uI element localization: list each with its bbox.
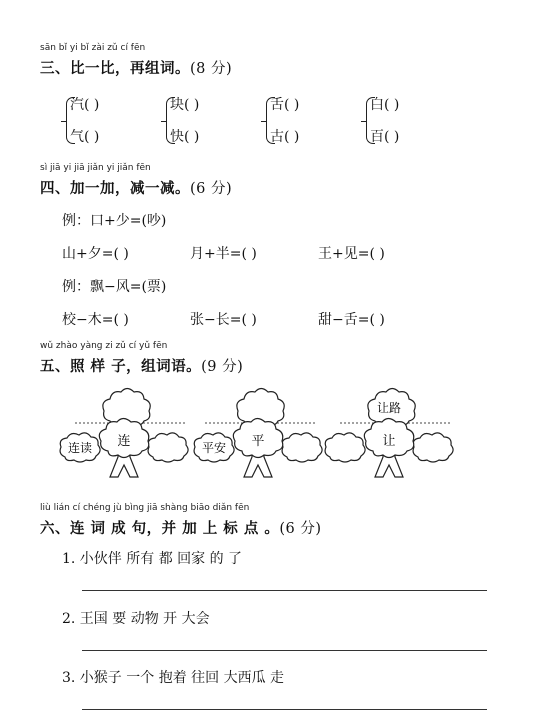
compare-1b[interactable]: 气( ) [70, 129, 100, 145]
section3-title [40, 57, 232, 78]
compare-3a[interactable]: 舌( ) [270, 97, 300, 113]
add-item-1[interactable]: 山+夕=( ) [62, 246, 129, 262]
subtract-item-3[interactable]: 甜−舌=( ) [318, 312, 385, 328]
section4-title [40, 177, 232, 198]
compare-1a[interactable]: 汽( ) [70, 97, 100, 113]
answer-line-2[interactable] [82, 650, 487, 651]
section6-title-text: 六、连 词 成 句，并 加 上 标 点 。 [40, 520, 280, 537]
word-tree-figure [55, 385, 455, 480]
tree-3-center-char: 让 [382, 434, 396, 449]
tree-1-left-word: 连读 [67, 441, 93, 455]
add-item-3[interactable]: 王+见=( ) [318, 246, 385, 262]
compare-4b[interactable]: 百( ) [370, 129, 400, 145]
subtract-item-1[interactable]: 校−木=( ) [62, 312, 129, 328]
section4-title-text: 四、加一加，减一减。 [40, 180, 190, 197]
sentence-item-2: 2. 王国 要 动物 开 大会 [62, 611, 210, 627]
answer-line-3[interactable] [82, 709, 487, 710]
compare-3b[interactable]: 古( ) [270, 129, 300, 145]
section5-score: (9 分) [201, 359, 244, 375]
tree-2-left-word: 平安 [201, 441, 227, 455]
section5-title-text: 五、照 样 子，组词语。 [40, 358, 202, 375]
tree-2 [194, 389, 322, 478]
subtract-item-2[interactable]: 张−长=( ) [190, 312, 257, 328]
section4-score: (6 分) [190, 181, 233, 197]
sentence-item-3: 3. 小猴子 一个 抱着 往回 大西瓜 走 [62, 670, 285, 686]
section3-score: (8 分) [190, 61, 233, 77]
section5-pinyin: wǔ zhào yàng zi zǔ cí yǔ fēn [40, 341, 168, 351]
compare-2b[interactable]: 快( ) [170, 129, 200, 145]
section6-title [40, 517, 322, 538]
add-item-2[interactable]: 月+半=( ) [190, 246, 257, 262]
answer-line-1[interactable] [82, 590, 487, 591]
section6-score: (6 分) [279, 521, 322, 537]
example-subtract: 例：飘−风=(票) [62, 279, 167, 295]
tree-3 [325, 389, 453, 478]
tree-3-top-word: 让路 [376, 401, 402, 415]
section4-pinyin: sì jiā yi jiā jiǎn yi jiǎn fēn [40, 163, 151, 173]
example-add: 例：口+少=(吵) [62, 213, 167, 229]
sentence-item-1: 1. 小伙伴 所有 都 回家 的 了 [62, 551, 243, 567]
tree-1-center-char: 连 [117, 434, 131, 449]
tree-1 [60, 389, 188, 478]
section5-title [40, 355, 243, 376]
section3-pinyin: sān bǐ yi bǐ zài zǔ cí fēn [40, 43, 146, 53]
compare-4a[interactable]: 白( ) [370, 97, 400, 113]
compare-2a[interactable]: 块( ) [170, 97, 200, 113]
tree-2-center-char: 平 [251, 434, 265, 449]
section3-title-text: 三、比一比，再组词。 [40, 60, 190, 77]
section6-pinyin: liù lián cí chéng jù bìng jiā shàng biāo diǎn fēn [40, 503, 250, 513]
